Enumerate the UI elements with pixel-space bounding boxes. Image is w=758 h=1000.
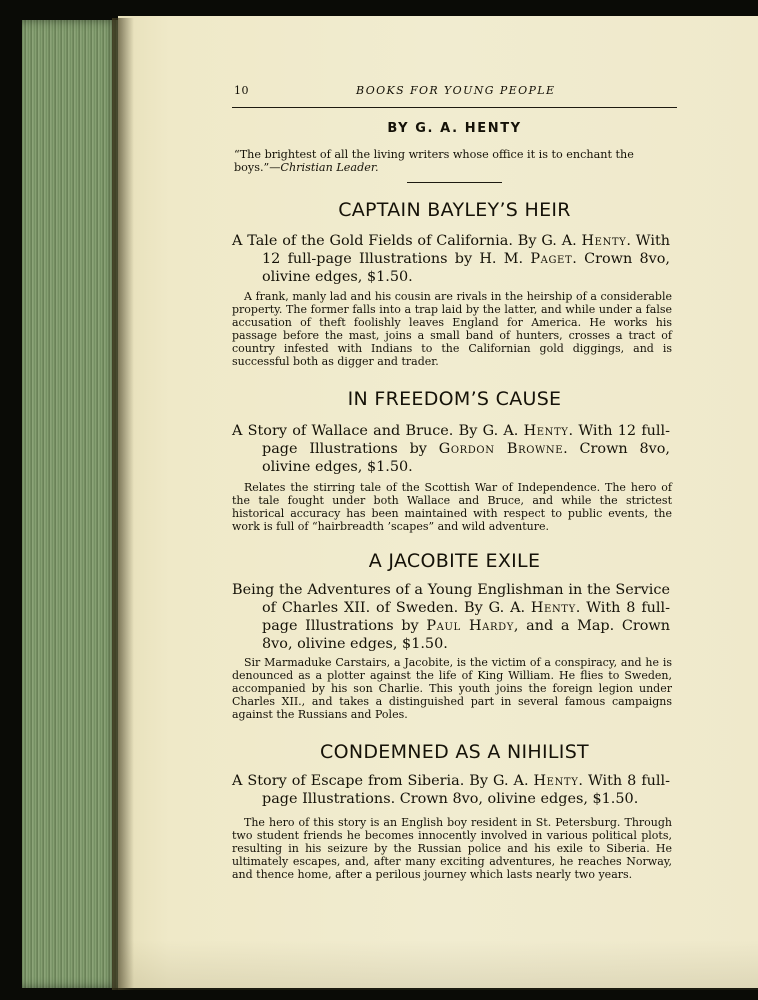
biblio-text: A Story of Wallace and Bruce. By G. A. (232, 423, 524, 439)
book-description: Relates the stirring tale of the Scottish War of Independence. The hero of the tale fought under both Wallace and Bruce, and while the strictest historical accuracy has been maintained with respect to public events, the work is full of “hairbreadth ’scapes” and wild adventure. (232, 481, 672, 533)
book-description: The hero of this story is an English boy resident in St. Petersburg. Through two student friends he becomes innocently involved in various political plots, resulting in his seizure by the Russian police and his exile to Siberia. He ultimately escapes, and, after many exciting adventures, he reaches Norway, and thence home, after a perilous journey which lasts nearly two years. (232, 816, 672, 881)
book-title: CONDEMNED AS A NIHILIST (320, 741, 589, 763)
biblio-author: Henty (533, 773, 579, 789)
gutter-shadow (112, 18, 134, 990)
book-bibliographic-entry (232, 581, 670, 653)
biblio-text: . With 12 full-page Illustrations by (262, 423, 670, 457)
header-rule (232, 107, 677, 108)
epigraph-quote (234, 149, 674, 174)
book-bibliographic-entry (232, 232, 670, 286)
biblio-text: A Tale of the Gold Fields of California. By G. A. (232, 233, 582, 249)
book-title: CAPTAIN BAYLEY’S HEIR (338, 199, 571, 221)
book-page-edges (22, 20, 120, 988)
biblio-text: A Story of Escape from Siberia. By G. A. (232, 773, 534, 789)
biblio-author: Henty (530, 600, 576, 616)
book-title: A JACOBITE EXILE (368, 550, 541, 572)
biblio-text: . With 8 full-page Illustrations by (262, 600, 670, 634)
biblio-author: Henty (523, 423, 569, 439)
book-title: IN FREEDOM’S CAUSE (347, 388, 562, 410)
quote-text: “The brightest of all the living writers whose office it is to enchant the boys.”— (234, 148, 634, 174)
book-description: Sir Marmaduke Carstairs, a Jacobite, is the victim of a conspiracy, and he is denounced as a plotter against the life of King William. He flies to Sweden, accompanied by his son Charlie. This youth joins the foreign legion under Charles XII., and takes a distinguished part in several famous campaigns against the Russians and Poles. (232, 656, 672, 721)
running-header (232, 84, 677, 102)
section-divider (407, 182, 502, 183)
biblio-text: . Crown 8vo, olivine edges, $1.50. (262, 441, 671, 475)
biblio-illustrator: Paul Hardy (426, 618, 514, 634)
biblio-illustrator: Paget (530, 251, 573, 267)
biblio-text: Being the Adventures of a Young Englishman in the Service of Charles XII. of Sweden. By G. A. (232, 582, 670, 616)
book-description: A frank, manly lad and his cousin are rivals in the heirship of a considerable property. The former falls into a trap laid by the latter, and while under a false accusation of theft foolishly leaves England for America. He works his passage before the mast, joins a small band of hunters, crosses a tract of country infested with Indians to the Californian gold diggings, and is successful both as digger and trader. (232, 290, 672, 368)
quote-source: Christian Leader. (280, 160, 379, 174)
biblio-illustrator: Gordon Browne (438, 441, 564, 457)
running-head-title: BOOKS FOR YOUNG PEOPLE (356, 84, 556, 97)
book-bibliographic-entry (232, 772, 670, 808)
biblio-text: , and a Map. Crown 8vo, olivine edges, $1.50. (262, 618, 671, 652)
biblio-text: . Crown 8vo, olivine edges, $1.50. (262, 251, 671, 285)
biblio-author: Henty (581, 233, 627, 249)
biblio-text: . With 8 full-page Illustrations. Crown 8vo, olivine edges, $1.50. (262, 773, 670, 807)
page-number: 10 (234, 84, 249, 97)
page-content (232, 0, 677, 1000)
biblio-text: . With 12 full-page Illustrations by H. M. (262, 233, 670, 267)
book-bibliographic-entry (232, 422, 670, 476)
author-heading: BY G. A. HENTY (387, 121, 522, 136)
